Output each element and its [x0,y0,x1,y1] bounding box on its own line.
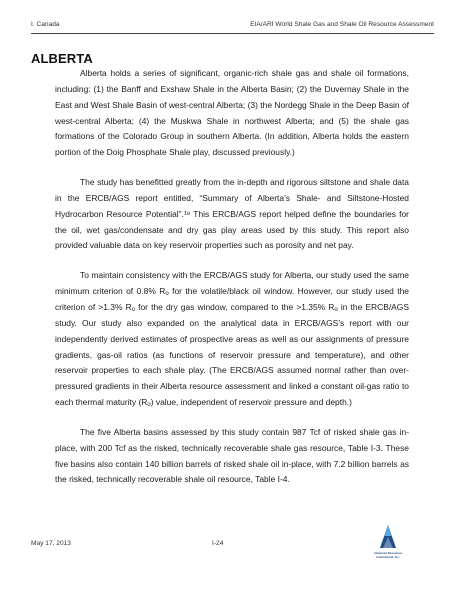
paragraph-2: The study has benefitted greatly from the in-depth and rigorous siltstone and shale data in the ERCB/AGS report entitled, “Summary of Alberta’s Shale- and Siltstone-Hosted Hydrocarbon Resource Potential”.¹⁹ This ERCB/AGS report helped define the boundaries for the oil, wet gas/condensate and dry gas play areas used by this study. This report also provided valuable data on key reservoir properties such as porosity and net pay. [55,177,409,251]
p3-part-d: in the ERCB/AGS study. Our study also expanded on the analytical data in ERCB/AGS’s report with our independently derived estimates of prospective areas as well as our assignments of pressure gradients, gas-oil ratios (as functions of reservoir pressure and temperature), and other reservoir properties to each shale play. (The ERCB/AGS assumed normal rather than over-pressured gradients in their Alberta resource assessment and linked a constant oil-gas ratio to each thermal maturity (R [55,301,410,408]
section-title: ALBERTA [31,51,93,66]
p3-part-a: To maintain consistency with the ERCB/AGS study for Alberta, our study used the same minimum criterion of 0.8% R [55,270,409,297]
header-report-title: EIA/ARI World Shale Gas and Shale Oil Resource Assessment [250,21,434,28]
paragraph-1: Alberta holds a series of significant, organic-rich shale gas and shale oil formations, including: (1) the Banff and Exshaw Shale in the Alberta Basin; (2) the Duvernay Shale in the East and West Shale Basin of west-central Alberta; (3) the Nordegg Shale in the Deep Basin of west-central Alberta; (4) the Muskwa Shale in northwest Alberta; and (5) the shale gas formations of the Colorado Group in southern Alberta. (In addition, Alberta holds the eastern portion of the Doig Phosphate Shale play, discussed previously.) [55,68,409,158]
logo-line-2: International, Inc. [376,555,400,559]
company-logo [371,524,405,564]
footer-page-number: I-24 [212,540,224,547]
page-header [31,19,434,34]
p3-part-e: ) value, independent of reservoir pressure and depth.) [150,397,352,408]
body-text [55,66,409,502]
ro-subscript: o [131,306,136,313]
ro-subscript: o [165,291,169,298]
ari-triangle-logo-icon [379,524,397,550]
ro-subscript: o [147,402,151,409]
p3-part-c: for the dry gas window, compared to the >1.35% R [135,301,335,312]
logo-line-1: Advanced Resources [373,551,403,555]
header-chapter: I. Canada [31,21,60,28]
p3-part-b: for the volatile/black oil window. However, our study used the criterion of >1.3% R [55,286,410,312]
paragraph-4: The five Alberta basins assessed by this study contain 987 Tcf of risked shale gas in-place, with 200 Tcf as the risked, technically recoverable shale gas resource, Table I-3. These five basins also contain 140 billion barrels of risked shale oil in-place, with 7.2 billion barrels as the risked, technically recoverable shale oil resource, Table I-4. [55,426,409,485]
ro-subscript: o [334,306,338,313]
paragraph-3 [55,268,409,411]
footer-date: May 17, 2013 [31,540,71,547]
